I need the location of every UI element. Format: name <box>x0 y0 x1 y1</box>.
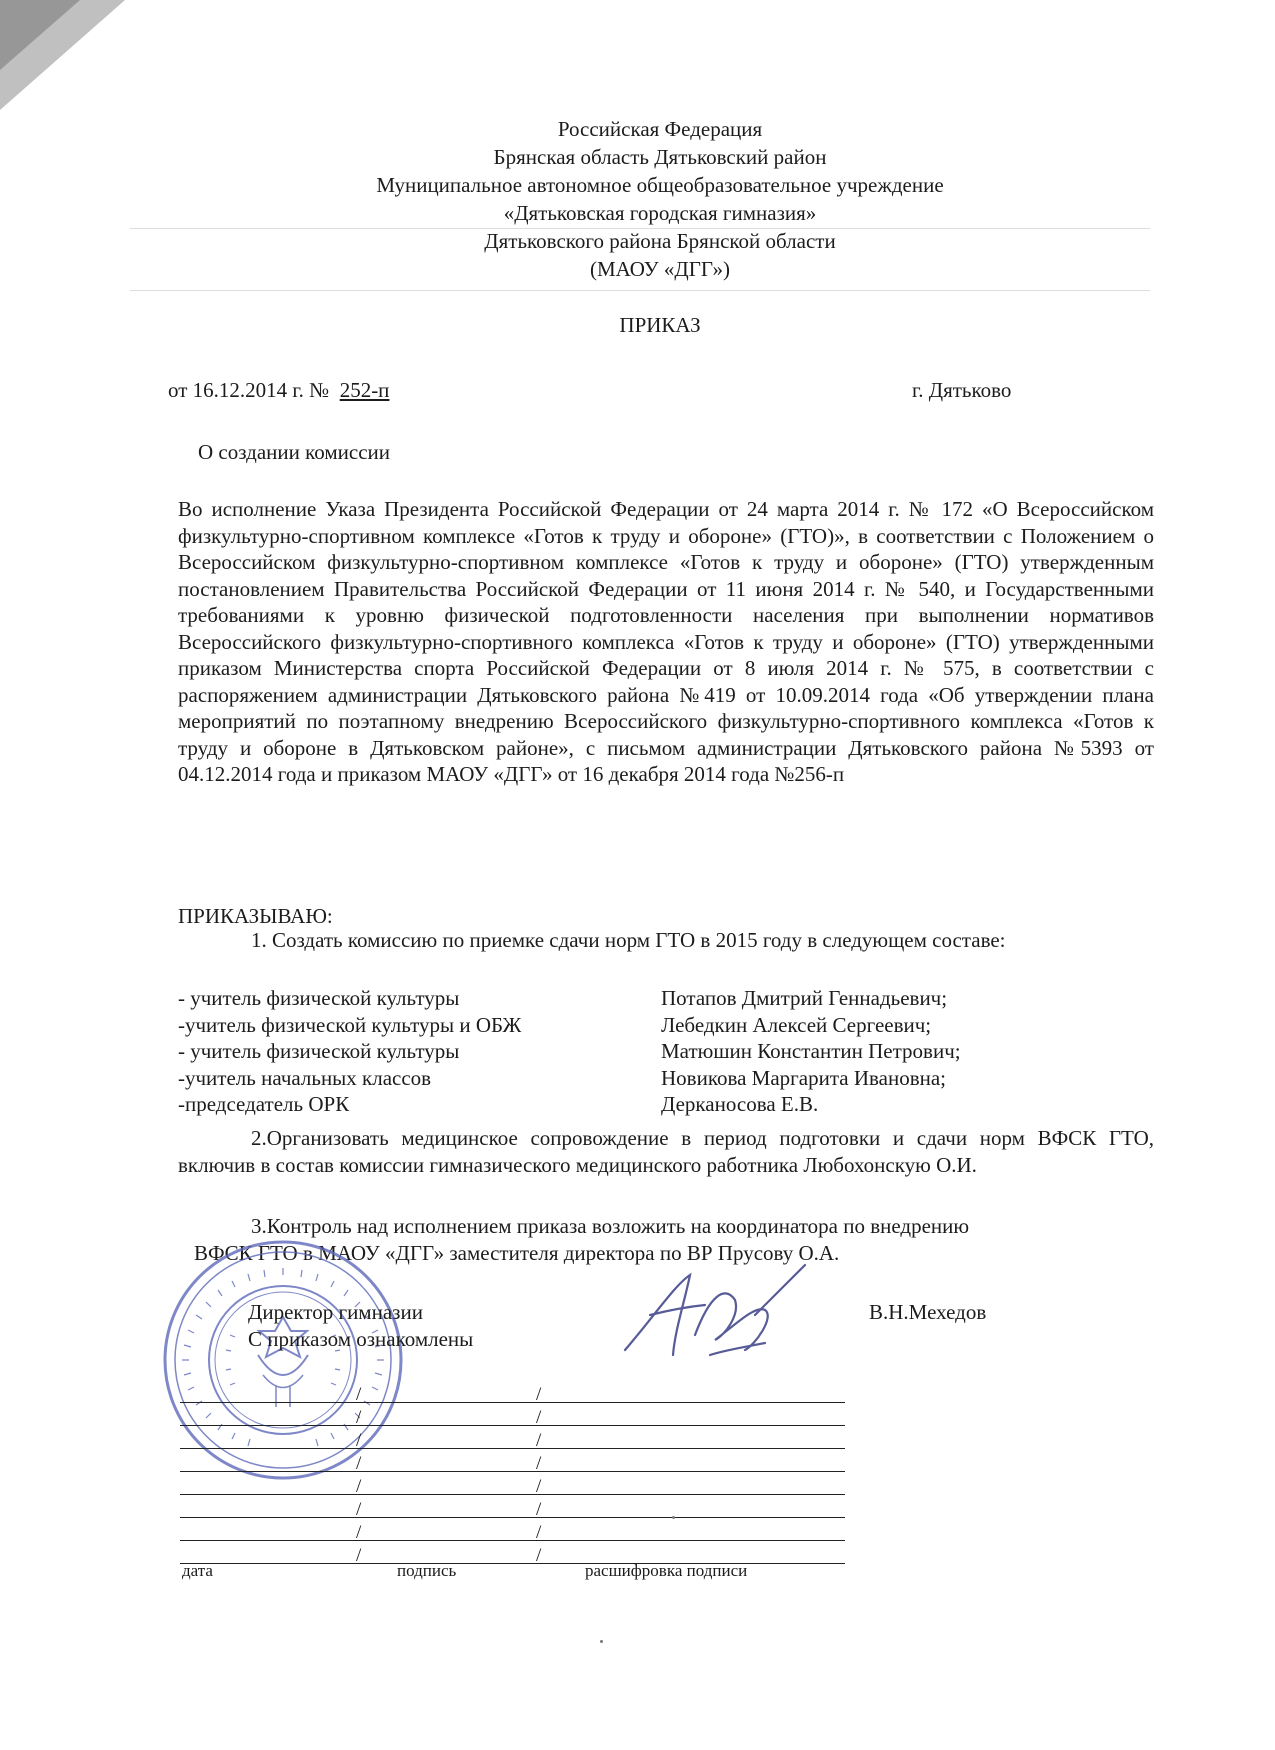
sign-line[interactable] <box>180 1518 845 1541</box>
header-line-institution-name: «Дятьковская городская гимназия» <box>503 201 817 225</box>
separator-slash: / <box>536 1384 542 1405</box>
director-signature <box>615 1255 815 1375</box>
decree-item-2-text: 2.Организовать медицинское сопровождение в период подготовки и сдачи норм ВФСК ГТО, включив в состав комиссии гимназического медицинского работника Любохонскую О.И. <box>178 1126 1154 1177</box>
decree-heading: ПРИКАЗЫВАЮ: <box>178 904 333 928</box>
header-line-district: Дятьковского района Брянской области <box>484 229 836 253</box>
decree-item-1-text: 1. Создать комиссию по приемке сдачи норм ГТО в 2015 году в следующем составе: <box>251 928 1006 952</box>
member-role: - учитель физической культуры <box>178 986 460 1010</box>
scan-speck <box>672 1516 675 1519</box>
show-through-line <box>130 290 1150 291</box>
sign-column-date-label: дата <box>182 1561 213 1580</box>
organization-header <box>0 115 1275 283</box>
document-title: ПРИКАЗ <box>619 313 701 337</box>
separator-slash: / <box>356 1499 362 1520</box>
decree-item-3-line-1: 3.Контроль над исполнением приказа возложить на координатора по внедрению <box>251 1214 970 1238</box>
acquaintance-heading: С приказом ознакомлены <box>248 1327 474 1351</box>
member-name: Лебедкин Алексей Сергеевич; <box>661 1012 932 1037</box>
decree-item-2 <box>178 1125 1154 1178</box>
separator-slash: / <box>536 1499 542 1520</box>
order-date-number <box>168 378 389 403</box>
scan-speck <box>600 1640 603 1643</box>
separator-slash: / <box>356 1453 362 1474</box>
header-line-abbreviation: (МАОУ «ДГГ») <box>590 257 730 281</box>
member-role: -председатель ОРК <box>178 1092 350 1116</box>
sign-line[interactable] <box>180 1472 845 1495</box>
separator-slash: / <box>536 1407 542 1428</box>
member-name: Потапов Дмитрий Геннадьевич; <box>661 986 948 1010</box>
order-subject: О создании комиссии <box>198 440 391 464</box>
separator-slash: / <box>536 1453 542 1474</box>
separator-slash: / <box>536 1476 542 1497</box>
scan-folded-corner-shadow <box>0 0 80 70</box>
sign-line[interactable] <box>180 1403 845 1426</box>
member-role: -учитель начальных классов <box>178 1065 432 1090</box>
separator-slash: / <box>536 1430 542 1451</box>
member-name: Матюшин Константин Петрович; <box>661 1039 961 1063</box>
member-role: -учитель физической культуры и ОБЖ <box>178 1012 522 1037</box>
header-line-region: Брянская область Дятьковский район <box>493 145 827 169</box>
decree-item-1 <box>178 927 1154 954</box>
sign-column-signature-label: подпись <box>397 1561 457 1580</box>
sign-line[interactable] <box>180 1495 845 1518</box>
director-position: Директор гимназии <box>248 1300 423 1324</box>
member-name: Новикова Маргарита Ивановна; <box>661 1065 947 1090</box>
separator-slash: / <box>356 1384 362 1405</box>
header-line-institution-type: Муниципальное автономное общеобразовательное учреждение <box>376 173 944 197</box>
separator-slash: / <box>356 1430 362 1451</box>
order-number: 252-п <box>339 378 390 402</box>
decree-item-3-line-2: ВФСК ГТО в МАОУ «ДГГ» заместителя директора по ВР Прусову О.А. <box>194 1240 840 1265</box>
order-city: г. Дятьково <box>912 378 1012 402</box>
sign-line[interactable] <box>180 1380 845 1403</box>
member-role: - учитель физической культуры <box>178 1039 460 1063</box>
sign-column-decode-label: расшифровка подписи <box>585 1561 748 1580</box>
sign-line[interactable] <box>180 1426 845 1449</box>
director-name: В.Н.Мехедов <box>869 1300 987 1324</box>
separator-slash: / <box>536 1522 542 1543</box>
preamble-paragraph: Во исполнение Указа Президента Российской Федерации от 24 марта 2014 г. № 172 «О Всероссийском физкультурно-спортивном комплексе «Готов к труду и обороне» (ГТО)», в соответствии с Положением о Всероссийском физкультурно-спортивном комплексе «Готов к труду и обороне» (ГТО) утвержденным постановлением Правительства Российской Федерации от 11 июня 2014 г. № 540, и Государственными требованиями к уровню физической подготовленности населения при выполнении нормативов Всероссийского физкультурно-спортивного комплекса «Готов к труду и обороне» (ГТО) утвержденными приказом Министерства спорта Российской Федерации от 8 июля 2014 г. № 575, в соответствии с распоряжением администрации Дятьковского района №419 от 10.09.2014 года «Об утверждении плана мероприятий по поэтапному внедрению Всероссийского физкультурно-спортивного комплекса «Готов к труду и обороне в Дятьковском районе», с письмом администрации Дятьковского района №5393 от 04.12.2014 года и приказом МАОУ «ДГГ» от 16 декабря 2014 года №256-п <box>178 497 1154 786</box>
acquaintance-sign-lines <box>180 1380 850 1564</box>
separator-slash: / <box>356 1476 362 1497</box>
sign-line[interactable] <box>180 1449 845 1472</box>
separator-slash: / <box>356 1407 362 1428</box>
header-line-country: Российская Федерация <box>557 117 763 141</box>
member-name: Дерканосова Е.В. <box>661 1092 819 1116</box>
separator-slash: / <box>356 1545 362 1566</box>
order-date: от 16.12.2014 г. № <box>168 378 330 402</box>
separator-slash: / <box>536 1545 542 1566</box>
separator-slash: / <box>356 1522 362 1543</box>
